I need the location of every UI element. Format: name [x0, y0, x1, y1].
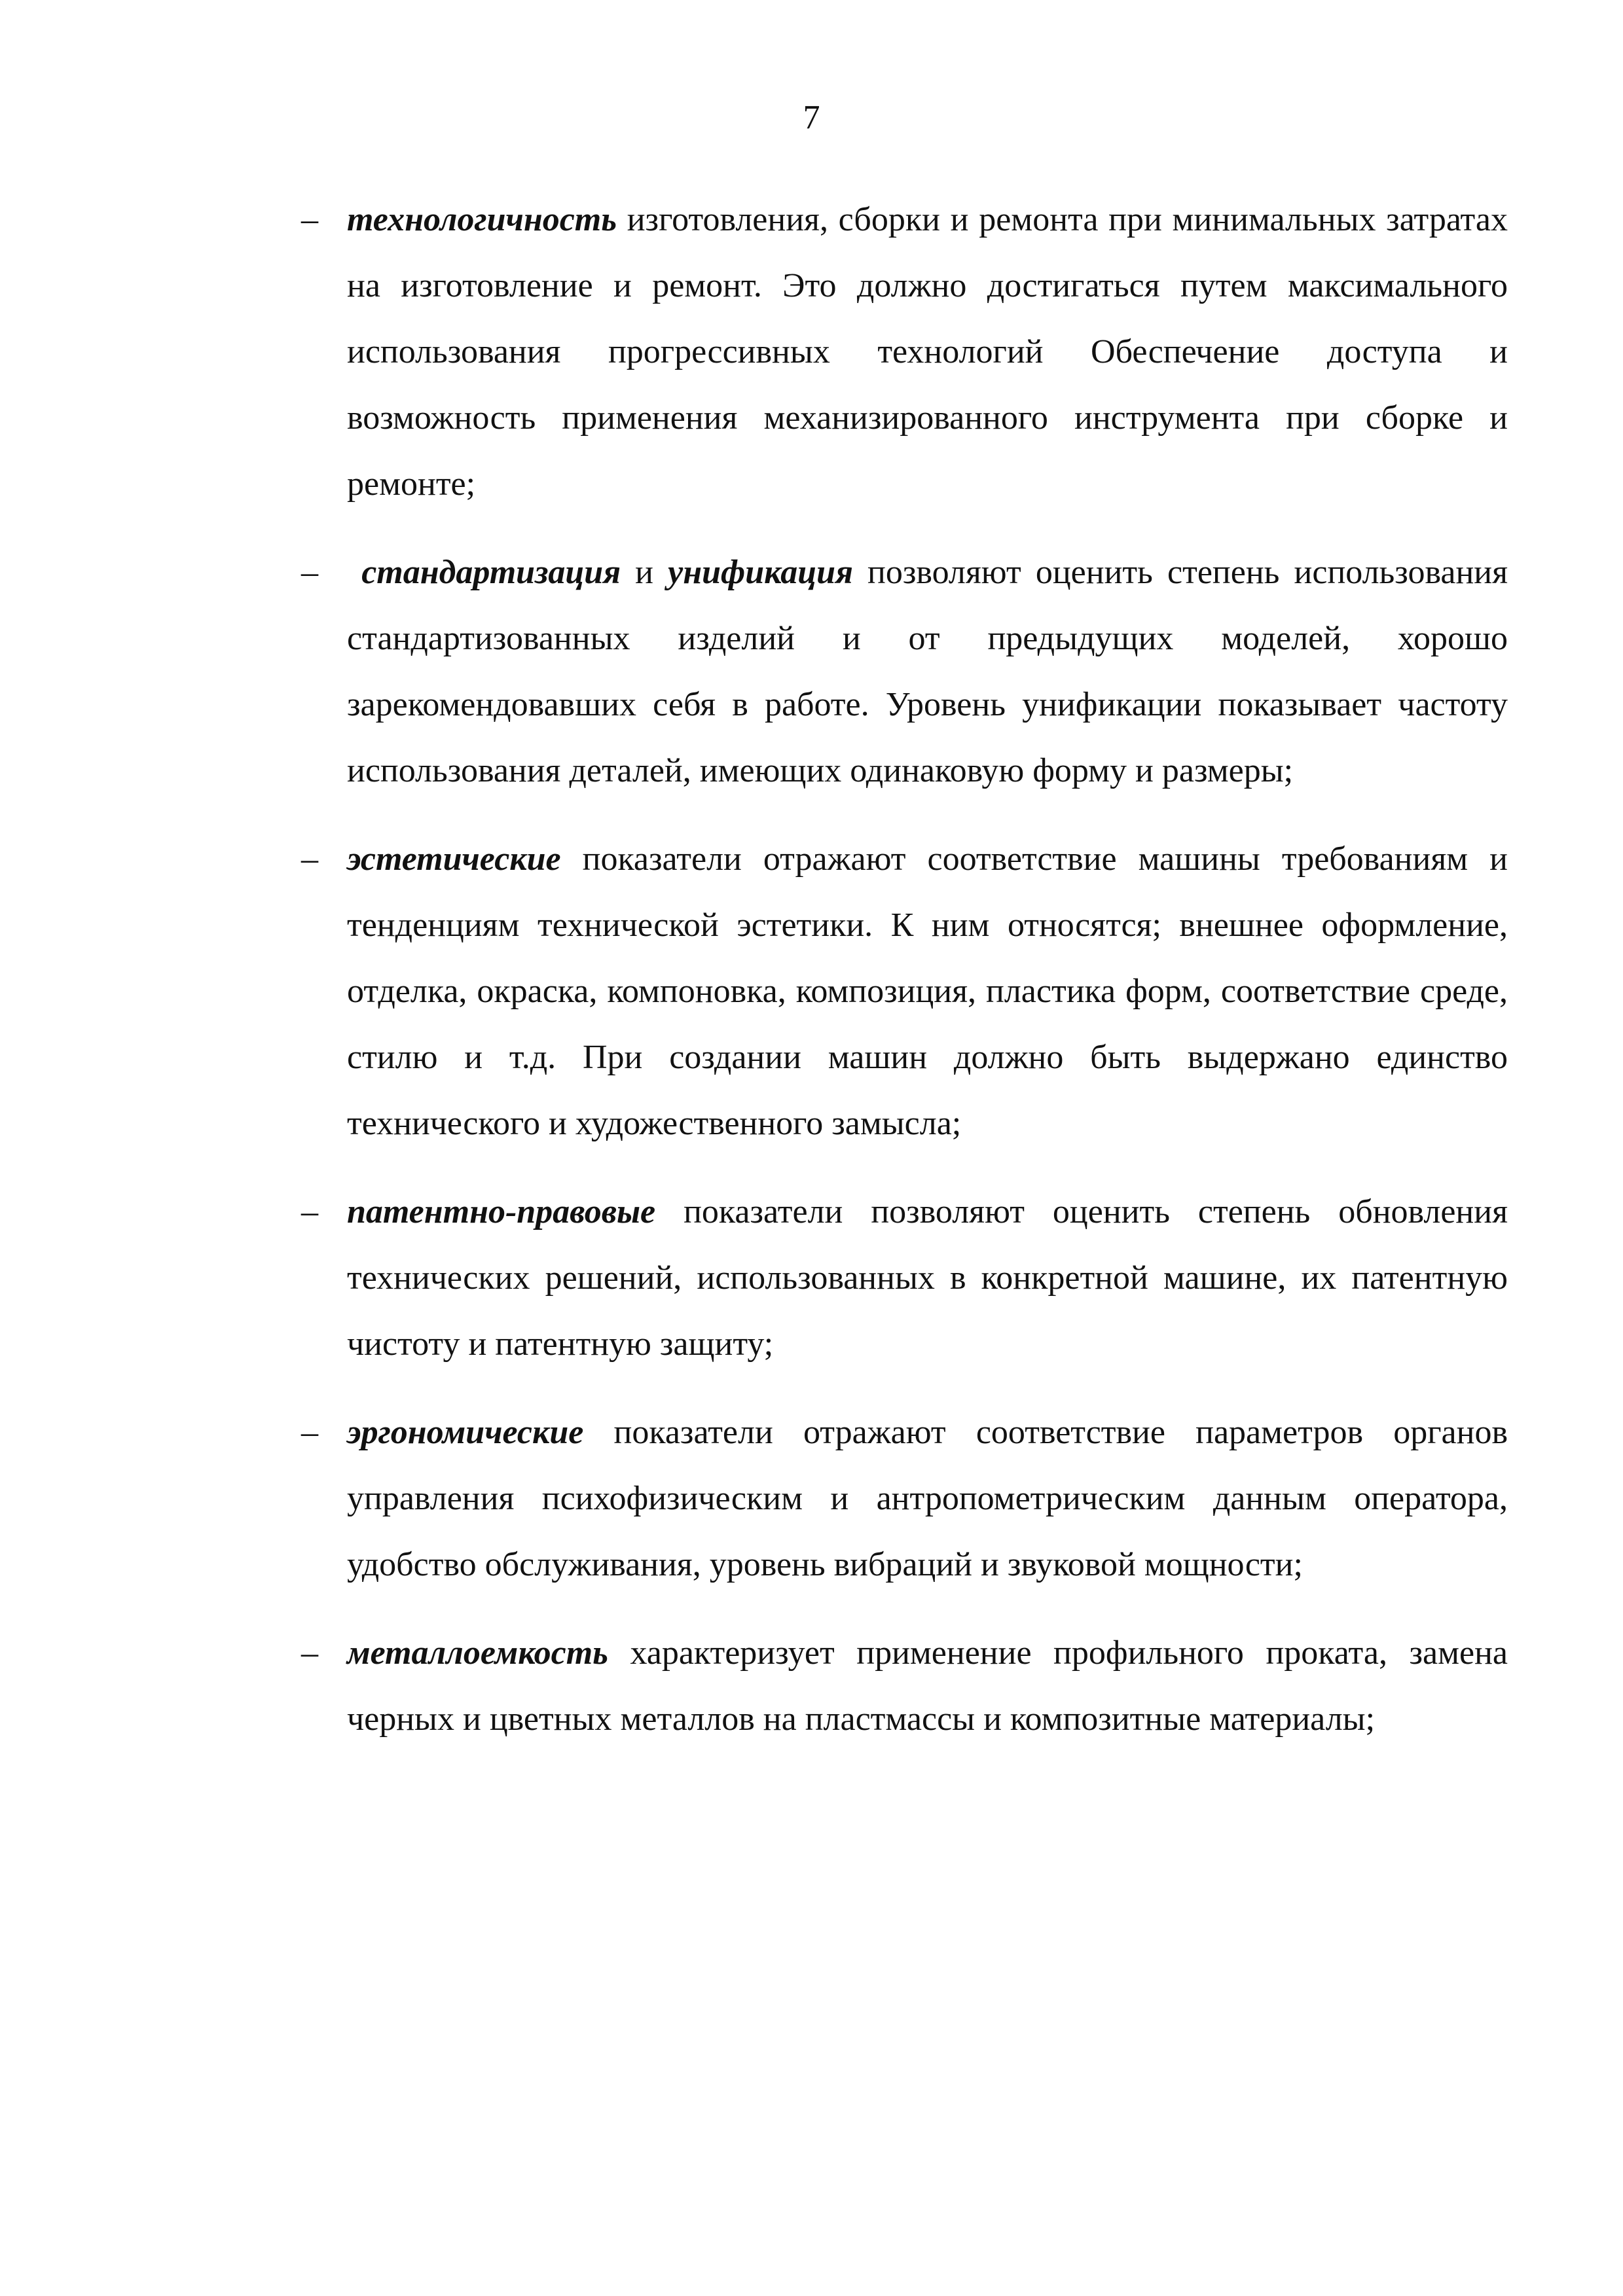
list-item-text	[347, 1620, 1508, 1752]
list-item	[301, 187, 1508, 517]
list-item-text	[347, 1179, 1508, 1377]
item-term: эргономические	[347, 1414, 584, 1451]
item-conjunction: и	[620, 554, 668, 591]
list-dash: –	[301, 554, 318, 591]
list-item	[301, 1620, 1508, 1752]
list-item-text	[347, 187, 1508, 517]
item-term: эстетические	[347, 840, 561, 878]
item-term-second: унификация	[668, 554, 853, 591]
page-number: 7	[803, 99, 820, 136]
list-dash: –	[301, 201, 318, 238]
item-term: стандартизация	[361, 554, 621, 591]
list-item	[301, 826, 1508, 1157]
list-item	[301, 539, 1508, 804]
item-body: показатели отражают соответствие параметров органов управления психофизическим и антропометрическим данным оператора, удобство обслуживания, уровень вибраций и звуковой мощности;	[347, 1414, 1508, 1583]
item-term: технологичность	[347, 201, 617, 238]
list-dash: –	[301, 1634, 318, 1672]
item-body: характеризует применение профильного проката, замена черных и цветных металлов на пластмассы и композитные материалы;	[347, 1634, 1508, 1738]
list-dash: –	[301, 840, 318, 878]
list-item	[301, 1399, 1508, 1598]
item-body: показатели отражают соответствие машины требованиям и тенденциям технической эстетики. К ним относятся; внешнее оформление, отделка, окраска, компоновка, композиция, пластика форм, соответствие среде, стилю и т.д. При создании машин должно быть выдержано единство технического и художественного замысла;	[347, 840, 1508, 1142]
item-body: показатели позволяют оценить степень обновления технических решений, использованных в конкретной машине, их патентную чистоту и патентную защиту;	[347, 1193, 1508, 1363]
item-body: изготовления, сборки и ремонта при минимальных затратах на изготовление и ремонт. Это должно достигаться путем максимального использования прогрессивных технологий Обеспечение доступа и возможность применения механизированного инструмента при сборке и ремонте;	[347, 201, 1508, 503]
list-dash: –	[301, 1414, 318, 1451]
list-item-text	[347, 826, 1508, 1157]
list-item	[301, 1179, 1508, 1377]
item-body: позволяют оценить степень использования стандартизованных изделий и от предыдущих моделей, хорошо зарекомендовавших себя в работе. Уровень унификации показывает частоту использования деталей, имеющих одинаковую форму и размеры;	[347, 554, 1508, 789]
list-item-text	[347, 1399, 1508, 1598]
list-item-text	[347, 539, 1508, 804]
item-term: металлоемкость	[347, 1634, 608, 1672]
page-content	[301, 187, 1508, 1774]
list-dash: –	[301, 1193, 318, 1230]
item-term: патентно-правовые	[347, 1193, 656, 1230]
